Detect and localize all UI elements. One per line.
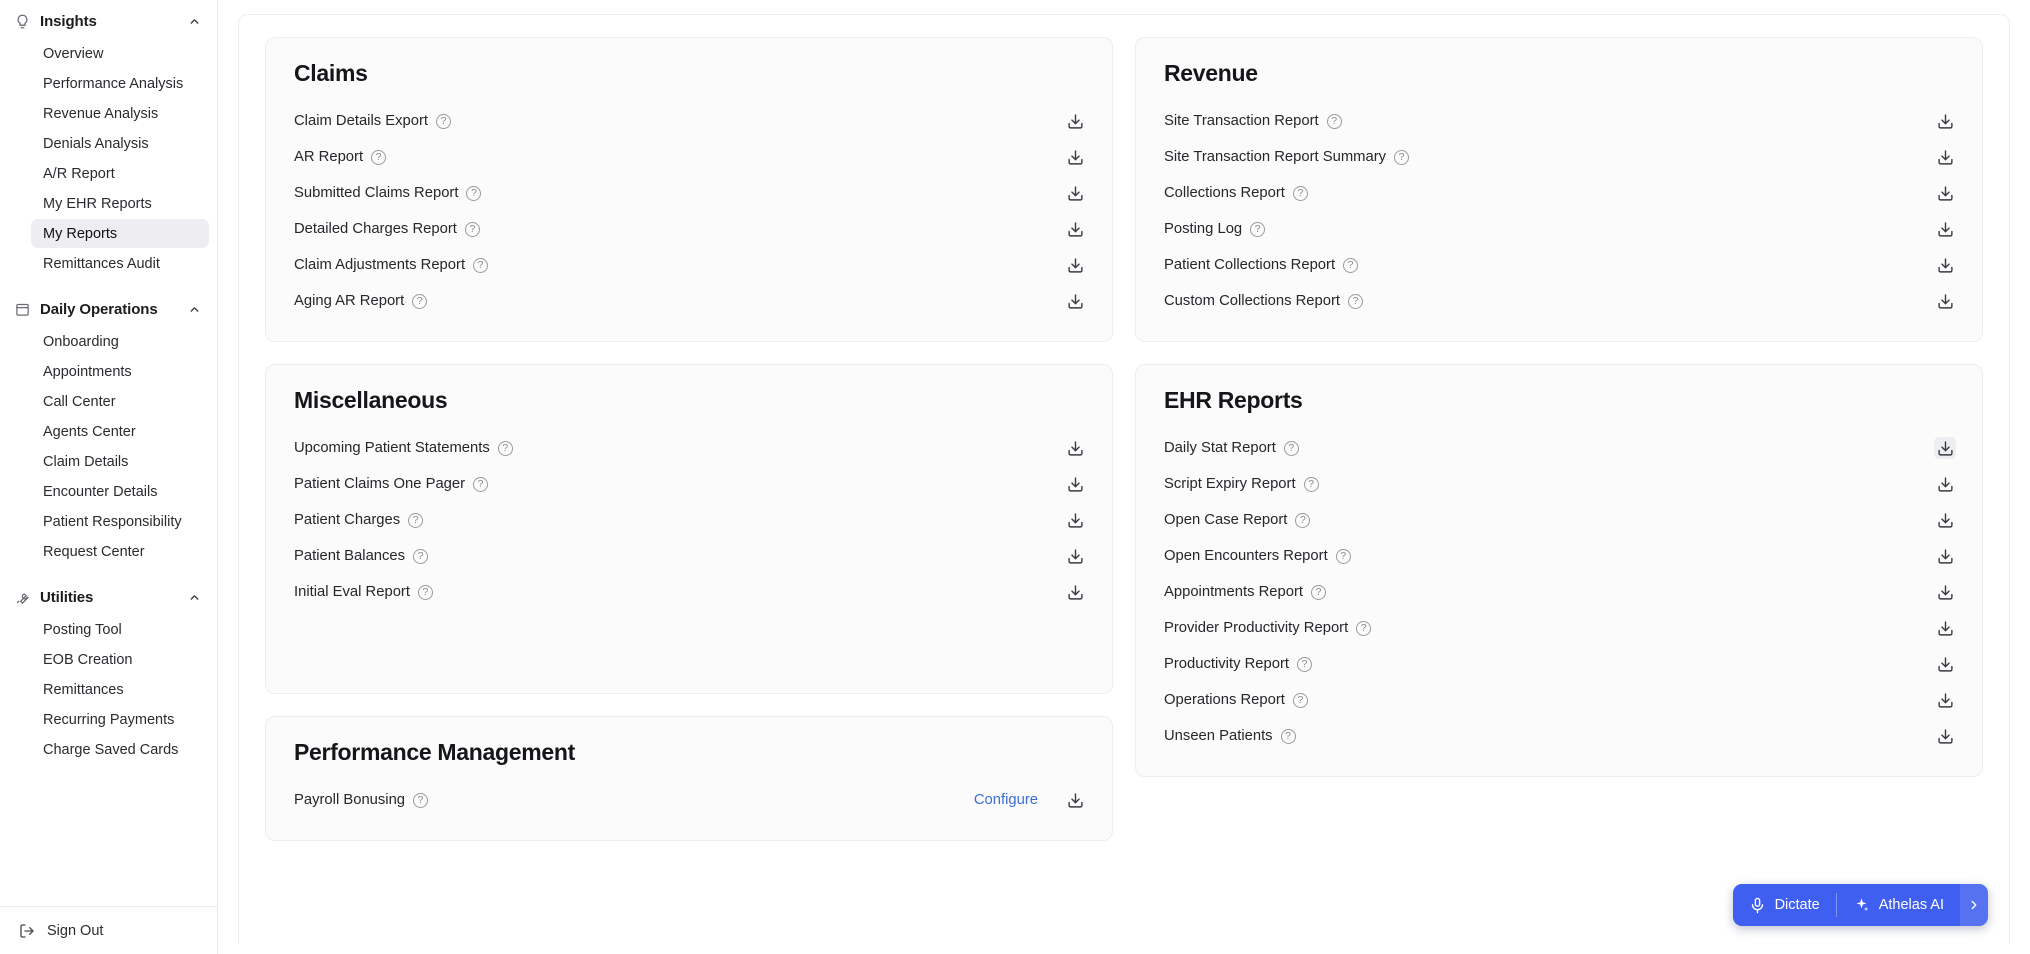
card-revenue xyxy=(1135,37,1983,342)
help-icon[interactable]: ? xyxy=(1295,513,1310,528)
download-icon[interactable] xyxy=(1934,182,1956,204)
sidebar-item-appointments[interactable]: Appointments xyxy=(43,363,132,380)
report-label: Site Transaction Report xyxy=(1164,113,1319,129)
configure-link[interactable]: Configure xyxy=(973,792,1038,808)
reports-grid xyxy=(265,37,1983,841)
download-icon[interactable] xyxy=(1064,509,1086,531)
help-icon[interactable]: ? xyxy=(1394,150,1409,165)
report-row-productivity-report xyxy=(1164,646,1956,682)
report-row-aging-ar-report xyxy=(294,283,1086,319)
chevron-up-icon[interactable] xyxy=(187,14,201,28)
report-row-custom-collections-report xyxy=(1164,283,1956,319)
download-icon[interactable] xyxy=(1064,545,1086,567)
sidebar-section-label: Insights xyxy=(40,12,97,30)
report-row-claim-adjustments-report xyxy=(294,247,1086,283)
download-icon[interactable] xyxy=(1934,545,1956,567)
sidebar-item-overview[interactable]: Overview xyxy=(43,45,104,62)
download-icon[interactable] xyxy=(1064,437,1086,459)
download-icon[interactable] xyxy=(1934,290,1956,312)
card-ehr-reports xyxy=(1135,364,1983,777)
help-icon[interactable]: ? xyxy=(1297,657,1312,672)
report-row-ar-report xyxy=(294,139,1086,175)
sidebar-item-my-reports[interactable]: My Reports xyxy=(31,219,209,248)
sidebar-item-onboarding[interactable]: Onboarding xyxy=(43,333,119,350)
sidebar-item-denials-analysis[interactable]: Denials Analysis xyxy=(43,135,149,152)
report-row-patient-balances xyxy=(294,538,1086,574)
help-icon[interactable]: ? xyxy=(498,441,513,456)
report-row-site-transaction-report-summary xyxy=(1164,139,1956,175)
sidebar-item-agents-center[interactable]: Agents Center xyxy=(43,423,136,440)
report-label: Collections Report xyxy=(1164,185,1285,201)
report-row-detailed-charges-report xyxy=(294,211,1086,247)
download-icon[interactable] xyxy=(1064,110,1086,132)
report-row-operations-report xyxy=(1164,682,1956,718)
report-row-daily-stat-report xyxy=(1164,430,1956,466)
sidebar-item-revenue-analysis[interactable]: Revenue Analysis xyxy=(43,105,159,122)
help-icon[interactable]: ? xyxy=(1356,621,1371,636)
report-row-script-expiry-report xyxy=(1164,466,1956,502)
help-icon[interactable]: ? xyxy=(1327,114,1342,129)
report-label: Unseen Patients xyxy=(1164,728,1273,744)
dictate-button[interactable] xyxy=(1733,884,1836,926)
report-label: Patient Claims One Pager xyxy=(294,476,466,492)
download-icon[interactable] xyxy=(1934,509,1956,531)
report-label: Operations Report xyxy=(1164,692,1285,708)
download-icon[interactable] xyxy=(1064,146,1086,168)
download-icon[interactable] xyxy=(1934,254,1956,276)
download-icon[interactable] xyxy=(1934,689,1956,711)
sidebar-section-utilities[interactable] xyxy=(0,580,217,614)
report-label: Aging AR Report xyxy=(294,293,405,309)
sidebar-item-my-ehr-reports[interactable]: My EHR Reports xyxy=(43,195,152,212)
sparkle-icon xyxy=(1853,897,1870,914)
report-label: Script Expiry Report xyxy=(1164,476,1296,492)
sidebar-item-recurring-payments[interactable]: Recurring Payments xyxy=(43,711,175,728)
report-label: Site Transaction Report Summary xyxy=(1164,149,1387,165)
report-label: AR Report xyxy=(294,149,364,165)
card-title: Performance Management xyxy=(294,739,575,765)
report-row-open-case-report xyxy=(1164,502,1956,538)
sidebar-section-label: Daily Operations xyxy=(40,300,158,318)
sidebar-item-call-center[interactable]: Call Center xyxy=(43,393,116,410)
sidebar-item-remittances[interactable]: Remittances xyxy=(43,681,124,698)
help-icon[interactable]: ? xyxy=(466,186,481,201)
report-row-posting-log xyxy=(1164,211,1956,247)
download-icon[interactable] xyxy=(1934,617,1956,639)
report-row-submitted-claims-report xyxy=(294,175,1086,211)
download-icon[interactable] xyxy=(1934,437,1956,459)
report-row-patient-collections-report xyxy=(1164,247,1956,283)
help-icon[interactable]: ? xyxy=(1311,585,1326,600)
dictate-label: Dictate xyxy=(1774,897,1820,913)
chevron-up-icon[interactable] xyxy=(187,590,201,604)
help-icon[interactable]: ? xyxy=(473,477,488,492)
help-icon[interactable]: ? xyxy=(413,549,428,564)
help-icon[interactable]: ? xyxy=(408,513,423,528)
report-row-appointments-report xyxy=(1164,574,1956,610)
report-row-open-encounters-report xyxy=(1164,538,1956,574)
floating-action-bar xyxy=(1733,884,1988,926)
sidebar-item-patient-responsibility[interactable]: Patient Responsibility xyxy=(43,513,182,530)
sign-out-label: Sign Out xyxy=(47,922,104,939)
report-label: Open Case Report xyxy=(1164,512,1288,528)
sidebar-item-ar-report[interactable]: A/R Report xyxy=(43,165,115,182)
report-label: Initial Eval Report xyxy=(294,584,410,600)
reports-left-column xyxy=(265,37,1113,841)
download-icon[interactable] xyxy=(1934,218,1956,240)
report-row-unseen-patients xyxy=(1164,718,1956,754)
report-label: Patient Balances xyxy=(294,548,406,564)
report-label: Appointments Report xyxy=(1164,584,1304,600)
report-row-upcoming-patient-statements xyxy=(294,430,1086,466)
report-row-patient-claims-one-pager xyxy=(294,466,1086,502)
download-icon[interactable] xyxy=(1934,110,1956,132)
help-icon[interactable]: ? xyxy=(473,258,488,273)
report-label: Custom Collections Report xyxy=(1164,293,1340,309)
report-row-provider-productivity-report xyxy=(1164,610,1956,646)
report-row-payroll-bonusing xyxy=(294,782,1086,818)
sidebar-item-posting-tool[interactable]: Posting Tool xyxy=(43,621,122,638)
sidebar-section-insights[interactable] xyxy=(0,4,217,38)
help-icon[interactable]: ? xyxy=(1281,729,1296,744)
sidebar-section-daily-operations[interactable] xyxy=(0,292,217,326)
main-content xyxy=(218,0,2030,954)
report-label: Payroll Bonusing xyxy=(294,792,406,808)
download-icon[interactable] xyxy=(1064,218,1086,240)
card-performance-management xyxy=(265,716,1113,841)
card-title: EHR Reports xyxy=(1164,387,1303,413)
help-icon[interactable]: ? xyxy=(412,294,427,309)
sign-out-icon xyxy=(18,922,35,939)
download-icon[interactable] xyxy=(1064,789,1086,811)
report-label: Claim Details Export xyxy=(294,113,429,129)
download-icon[interactable] xyxy=(1934,146,1956,168)
report-label: Detailed Charges Report xyxy=(294,221,457,237)
report-label: Submitted Claims Report xyxy=(294,185,459,201)
sidebar-item-charge-saved-cards[interactable]: Charge Saved Cards xyxy=(43,741,179,758)
athelas-ai-button[interactable] xyxy=(1837,884,1960,926)
card-claims xyxy=(265,37,1113,342)
report-label: Posting Log xyxy=(1164,221,1243,237)
sidebar-scroll-area[interactable] xyxy=(0,0,217,906)
report-label: Open Encounters Report xyxy=(1164,548,1328,564)
download-icon[interactable] xyxy=(1934,581,1956,603)
help-icon[interactable]: ? xyxy=(1293,693,1308,708)
help-icon[interactable]: ? xyxy=(1284,441,1299,456)
report-label: Daily Stat Report xyxy=(1164,440,1276,456)
report-label: Patient Collections Report xyxy=(1164,257,1336,273)
card-title: Miscellaneous xyxy=(294,387,448,413)
download-icon[interactable] xyxy=(1064,254,1086,276)
card-title: Revenue xyxy=(1164,60,1258,86)
download-icon[interactable] xyxy=(1064,182,1086,204)
help-icon[interactable]: ? xyxy=(371,150,386,165)
report-row-initial-eval-report xyxy=(294,574,1086,610)
sign-out-button[interactable] xyxy=(0,906,217,954)
download-icon[interactable] xyxy=(1934,473,1956,495)
sidebar-item-performance-analysis[interactable]: Performance Analysis xyxy=(43,75,184,92)
help-icon[interactable]: ? xyxy=(413,793,428,808)
report-label: Upcoming Patient Statements xyxy=(294,440,490,456)
sidebar-item-remittances-audit[interactable]: Remittances Audit xyxy=(43,255,160,272)
calendar-icon xyxy=(14,301,30,317)
help-icon[interactable]: ? xyxy=(436,114,451,129)
download-icon[interactable] xyxy=(1934,725,1956,747)
help-icon[interactable]: ? xyxy=(1348,294,1363,309)
report-row-claim-details-export xyxy=(294,103,1086,139)
athelas-ai-label: Athelas AI xyxy=(1878,897,1944,913)
report-label: Productivity Report xyxy=(1164,656,1290,672)
download-icon[interactable] xyxy=(1934,653,1956,675)
sidebar-item-eob-creation[interactable]: EOB Creation xyxy=(43,651,133,668)
chevron-up-icon[interactable] xyxy=(187,302,201,316)
wrench-icon xyxy=(14,589,30,605)
card-miscellaneous xyxy=(265,364,1113,694)
help-icon[interactable]: ? xyxy=(1293,186,1308,201)
sidebar-section-label: Utilities xyxy=(40,588,94,606)
lightbulb-icon xyxy=(14,13,30,29)
help-icon[interactable]: ? xyxy=(1336,549,1351,564)
sidebar xyxy=(0,0,218,954)
report-row-site-transaction-report xyxy=(1164,103,1956,139)
report-label: Patient Charges xyxy=(294,512,401,528)
report-label: Claim Adjustments Report xyxy=(294,257,466,273)
help-icon[interactable]: ? xyxy=(1250,222,1265,237)
help-icon[interactable]: ? xyxy=(418,585,433,600)
sidebar-item-request-center[interactable]: Request Center xyxy=(43,543,145,560)
chevron-right-icon[interactable] xyxy=(1960,884,1988,926)
microphone-icon xyxy=(1749,897,1766,914)
help-icon[interactable]: ? xyxy=(1304,477,1319,492)
download-icon[interactable] xyxy=(1064,290,1086,312)
sidebar-item-claim-details[interactable]: Claim Details xyxy=(43,453,129,470)
report-row-patient-charges xyxy=(294,502,1086,538)
download-icon[interactable] xyxy=(1064,473,1086,495)
help-icon[interactable]: ? xyxy=(1343,258,1358,273)
reports-right-column xyxy=(1135,37,1983,841)
report-label: Provider Productivity Report xyxy=(1164,620,1349,636)
sidebar-item-encounter-details[interactable]: Encounter Details xyxy=(43,483,158,500)
card-title: Claims xyxy=(294,60,368,86)
reports-canvas xyxy=(238,14,2010,944)
help-icon[interactable]: ? xyxy=(465,222,480,237)
report-row-collections-report xyxy=(1164,175,1956,211)
download-icon[interactable] xyxy=(1064,581,1086,603)
